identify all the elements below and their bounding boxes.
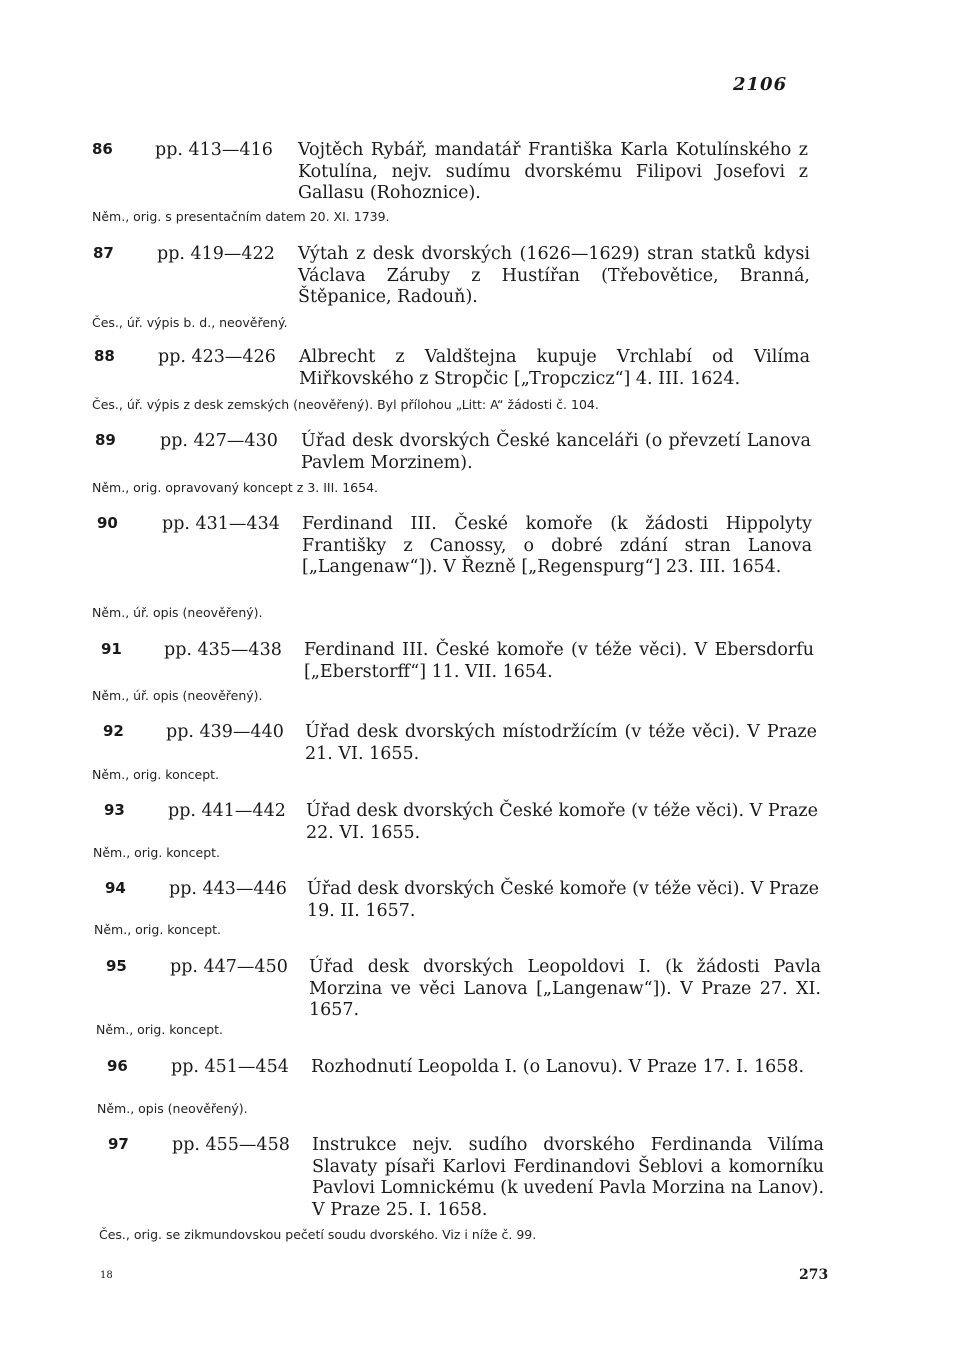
entry-number: 87 [93,244,114,262]
entry-number: 92 [103,722,124,740]
entry-number: 90 [97,514,118,532]
entry-number: 95 [106,957,127,975]
entry-note: Něm., opis (neověřený). [97,1101,248,1116]
page-number: 273 [799,1267,829,1283]
entry-text: Úřad desk dvorských místodržícím (v téže věci). V Praze 21. VI. 1655. [305,722,817,764]
entry-pages: pp. 455—458 [172,1135,290,1155]
entry-note: Čes., úř. výpis b. d., neověřený. [92,315,288,330]
entry-text: Rozhodnutí Leopolda I. (o Lanovu). V Praze 17. I. 1658. [311,1057,805,1077]
page-folio: 2106 [733,74,788,95]
entry-number: 93 [104,801,125,819]
entry-text: Výtah z desk dvorských (1626—1629) stran statků kdysi Václava Záruby z Hustířan (Třebovětice, Branná, Štěpanice, Radouň). [298,244,810,307]
signature-mark: 18 [100,1270,113,1281]
entry-pages: pp. 435—438 [164,640,282,660]
entry-text: Instrukce nejv. sudího dvorského Ferdinanda Vilíma Slavaty písaři Karlovi Ferdinandovi Šeblovi a komorníku Pavlovi Lomnickému (k uvedení Pavla Morzina na Lanov). V Praze 25. I. 1658. [312,1135,825,1220]
entry-note: Něm., orig. koncept. [92,767,220,782]
entry-number: 89 [95,431,116,449]
entry-note: Čes., orig. se zikmundovskou pečetí soudu dvorského. Viz i níže č. 99. [99,1227,537,1242]
entry-text: Ferdinand III. České komoře (k žádosti Hippolyty Františky z Canossy, o dobré zdání stran Lanova [„Langenaw“]). V Řezně [„Regenspurg“] 23. III. 1654. [302,514,812,577]
entry-pages: pp. 423—426 [158,347,276,367]
entry-number: 96 [107,1057,128,1075]
entry-text: Vojtěch Rybář, mandatář Františka Karla Kotulínského z Kotulína, nejv. sudímu dvorskému Filipovi Josefovi z Gallasu (Rohoznice). [298,140,808,203]
entry-note: Něm., úř. opis (neověřený). [92,688,263,703]
entry-pages: pp. 451—454 [171,1057,289,1077]
entry-number: 94 [105,879,126,897]
entry-pages: pp. 443—446 [169,879,287,899]
entry-pages: pp. 439—440 [166,722,284,742]
entry-pages: pp. 419—422 [157,244,275,264]
entry-pages: pp. 447—450 [170,957,288,977]
entry-number: 97 [108,1135,129,1153]
entry-text: Albrecht z Valdštejna kupuje Vrchlabí od Vilíma Miřkovského z Stropčic [„Tropczicz“] 4. III. 1624. [299,347,810,389]
entry-note: Něm., orig. s presentačním datem 20. XI. 1739. [92,209,390,224]
entry-note: Něm., orig. koncept. [93,845,221,860]
entry-text: Úřad desk dvorských České komoře (v téže věci). V Praze 19. II. 1657. [307,879,819,921]
entry-number: 91 [101,640,122,658]
entry-number: 88 [94,347,115,365]
entry-note: Čes., úř. výpis z desk zemských (neověřený). Byl přílohou „Litt: A“ žádosti č. 104. [92,397,599,412]
entry-note: Něm., úř. opis (neověřený). [92,605,263,620]
entry-number: 86 [92,140,113,158]
entry-note: Něm., orig. opravovaný koncept z 3. III. 1654. [92,480,379,495]
entry-text: Úřad desk dvorských Leopoldovi I. (k žádosti Pavla Morzina ve věci Lanova [„Langenaw“]). V Praze 27. XI. 1657. [309,957,821,1020]
entry-note: Něm., orig. koncept. [96,1022,224,1037]
entry-text: Úřad desk dvorských České komoře (v téže věci). V Praze 22. VI. 1655. [306,801,818,843]
entry-note: Něm., orig. koncept. [94,922,222,937]
entry-pages: pp. 413—416 [155,140,273,160]
entry-pages: pp. 441—442 [168,801,286,821]
entry-text: Úřad desk dvorských České kanceláři (o převzetí Lanova Pavlem Morzinem). [301,431,811,473]
entry-pages: pp. 431—434 [162,514,280,534]
entry-pages: pp. 427—430 [160,431,278,451]
entry-text: Ferdinand III. České komoře (v téže věci). V Ebersdorfu [„Eberstorff“] 11. VII. 1654. [304,640,814,682]
